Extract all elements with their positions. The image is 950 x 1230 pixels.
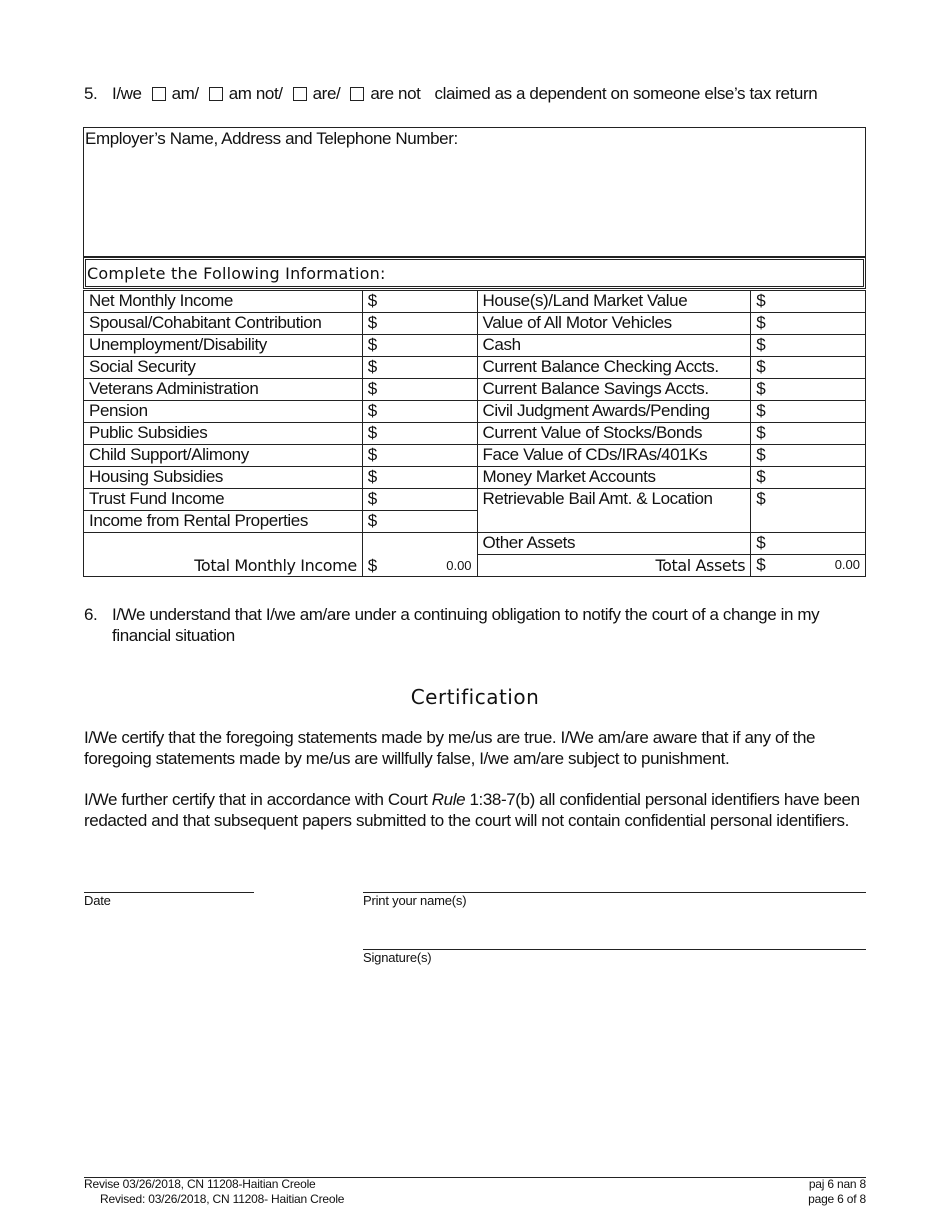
amount-wrap: [368, 291, 472, 311]
currency-symbol: $: [756, 313, 766, 332]
income-label: Social Security: [84, 357, 363, 379]
financial-table: [83, 290, 866, 577]
currency-symbol: $: [367, 556, 377, 575]
asset-label: Money Market Accounts: [477, 467, 751, 489]
amount-wrap: [756, 489, 860, 509]
income-amount-field[interactable]: [362, 511, 477, 533]
asset-amount-field[interactable]: [751, 313, 866, 335]
complete-info-header: [83, 257, 866, 289]
asset-amount-field[interactable]: [751, 489, 866, 533]
amount-wrap: [368, 489, 472, 509]
employer-info-field[interactable]: [83, 127, 866, 257]
total-income-label: Total Monthly Income: [84, 533, 363, 577]
financial-row: [84, 467, 866, 489]
amount-wrap: [756, 445, 860, 465]
currency-symbol: $: [367, 291, 377, 310]
checkbox-am-not[interactable]: [209, 87, 223, 101]
asset-label: Civil Judgment Awards/Pending: [477, 401, 751, 423]
currency-symbol: $: [367, 335, 377, 354]
amount-wrap: [368, 556, 472, 576]
asset-amount-field[interactable]: [751, 423, 866, 445]
certification-paragraph-1: I/We certify that the foregoing statements made by me/us are true. I/We am/are aware that if any of the foregoing statements made by me/us are willfully false, I/we am/are subject to punishment.: [84, 728, 816, 768]
financial-row: [84, 335, 866, 357]
amount-wrap: [368, 467, 472, 487]
dependent-question: [84, 84, 817, 104]
signature-line[interactable]: [363, 949, 866, 950]
currency-symbol: $: [756, 467, 766, 486]
asset-amount-field[interactable]: [751, 335, 866, 357]
currency-symbol: $: [367, 445, 377, 464]
footer-page-english: page 6 of 8: [808, 1192, 866, 1206]
amount-wrap: [368, 445, 472, 465]
amount-wrap: [756, 533, 860, 553]
income-label: Veterans Administration: [84, 379, 363, 401]
checkbox-am[interactable]: [152, 87, 166, 101]
currency-symbol: $: [367, 313, 377, 332]
currency-symbol: $: [367, 467, 377, 486]
income-amount-field[interactable]: [362, 291, 477, 313]
income-label: Income from Rental Properties: [84, 511, 363, 533]
amount-wrap: [756, 401, 860, 421]
amount-wrap: [756, 357, 860, 377]
income-amount-field[interactable]: [362, 445, 477, 467]
asset-label: Value of All Motor Vehicles: [477, 313, 751, 335]
total-income-field[interactable]: [362, 533, 477, 577]
currency-symbol: $: [756, 357, 766, 376]
amount-wrap: [368, 511, 472, 531]
financial-row: [84, 291, 866, 313]
income-label: Net Monthly Income: [84, 291, 363, 313]
option-am-label: am/: [171, 84, 199, 103]
amount-wrap: [756, 555, 860, 575]
income-amount-field[interactable]: [362, 489, 477, 511]
obligation-statement: [84, 604, 874, 646]
amount-wrap: [756, 423, 860, 443]
amount-wrap: [368, 379, 472, 399]
asset-label: Current Balance Checking Accts.: [477, 357, 751, 379]
income-amount-field[interactable]: [362, 313, 477, 335]
currency-symbol: $: [367, 511, 377, 530]
financial-row: [84, 445, 866, 467]
total-assets-field[interactable]: [751, 555, 866, 577]
amount-wrap: [368, 357, 472, 377]
financial-row: [84, 489, 866, 511]
currency-symbol: $: [367, 401, 377, 420]
footer-revision-creole: Revise 03/26/2018, CN 11208-Haitian Creole: [84, 1177, 316, 1191]
item-number: 6.: [84, 605, 98, 624]
currency-symbol: $: [367, 489, 377, 508]
asset-amount-field[interactable]: [751, 357, 866, 379]
currency-symbol: $: [756, 445, 766, 464]
currency-symbol: $: [367, 357, 377, 376]
option-am-not-label: am not/: [228, 84, 283, 103]
certification-title: Certification: [410, 685, 540, 709]
income-label: Trust Fund Income: [84, 489, 363, 511]
currency-symbol: $: [756, 489, 766, 508]
dependent-suffix: claimed as a dependent on someone else’s tax return: [434, 84, 818, 103]
financial-row: [84, 313, 866, 335]
income-amount-field[interactable]: [362, 379, 477, 401]
currency-symbol: $: [756, 423, 766, 442]
currency-symbol: $: [756, 379, 766, 398]
amount-wrap: [368, 401, 472, 421]
financial-row: [84, 533, 866, 555]
total-assets-label: Total Assets: [477, 555, 751, 577]
income-amount-field[interactable]: [362, 335, 477, 357]
footer-page-creole: paj 6 nan 8: [808, 1177, 866, 1191]
asset-amount-field[interactable]: [751, 533, 866, 555]
amount-wrap: [368, 423, 472, 443]
income-label: Pension: [84, 401, 363, 423]
currency-symbol: $: [367, 423, 377, 442]
amount-wrap: [756, 335, 860, 355]
financial-row: [84, 401, 866, 423]
complete-info-label: Complete the Following Information:: [87, 264, 386, 283]
income-label: Child Support/Alimony: [84, 445, 363, 467]
income-label: Housing Subsidies: [84, 467, 363, 489]
asset-amount-field[interactable]: [751, 379, 866, 401]
currency-symbol: $: [756, 291, 766, 310]
amount-wrap: [756, 313, 860, 333]
asset-label: Other Assets: [477, 533, 751, 555]
amount-wrap: [756, 379, 860, 399]
certification-paragraph-2: [84, 789, 874, 831]
currency-symbol: $: [756, 555, 766, 574]
amount-value: 0.00: [834, 557, 860, 572]
employer-label: Employer’s Name, Address and Telephone Number:: [85, 129, 458, 148]
income-label: Spousal/Cohabitant Contribution: [84, 313, 363, 335]
asset-label: Cash: [477, 335, 751, 357]
option-are-not-label: are not: [370, 84, 421, 103]
checkbox-are[interactable]: [293, 87, 307, 101]
amount-wrap: [756, 291, 860, 311]
asset-amount-field[interactable]: [751, 291, 866, 313]
date-label: Date: [84, 893, 111, 908]
amount-wrap: [368, 335, 472, 355]
currency-symbol: $: [756, 335, 766, 354]
asset-label: House(s)/Land Market Value: [477, 291, 751, 313]
subject-text: I/we: [112, 84, 142, 103]
asset-amount-field[interactable]: [751, 401, 866, 423]
obligation-text: I/We understand that I/we am/are under a continuing obligation to notify the court of a change in my financial situation: [112, 605, 820, 645]
para2-rule: Rule: [431, 790, 466, 809]
financial-row: [84, 357, 866, 379]
asset-label: Current Balance Savings Accts.: [477, 379, 751, 401]
amount-wrap: [756, 467, 860, 487]
income-amount-field[interactable]: [362, 401, 477, 423]
option-are-label: are/: [312, 84, 341, 103]
item-number: 5.: [84, 84, 98, 103]
print-name-label: Print your name(s): [363, 893, 467, 908]
income-amount-field[interactable]: [362, 357, 477, 379]
currency-symbol: $: [756, 401, 766, 420]
income-amount-field[interactable]: [362, 423, 477, 445]
financial-row: [84, 423, 866, 445]
para2-start: I/We further certify that in accordance with Court: [84, 790, 432, 809]
asset-amount-field[interactable]: [751, 445, 866, 467]
amount-value: 0.00: [446, 558, 472, 573]
checkbox-are-not[interactable]: [350, 87, 364, 101]
income-label: Unemployment/Disability: [84, 335, 363, 357]
footer-revision-english: Revised: 03/26/2018, CN 11208- Haitian Creole: [100, 1192, 345, 1206]
amount-wrap: [368, 313, 472, 333]
signature-label: Signature(s): [363, 950, 432, 965]
asset-amount-field[interactable]: [751, 467, 866, 489]
currency-symbol: $: [756, 533, 766, 552]
financial-row: [84, 379, 866, 401]
asset-label: Current Value of Stocks/Bonds: [477, 423, 751, 445]
currency-symbol: $: [367, 379, 377, 398]
income-label: Public Subsidies: [84, 423, 363, 445]
income-amount-field[interactable]: [362, 467, 477, 489]
asset-label: Face Value of CDs/IRAs/401Ks: [477, 445, 751, 467]
para2-end: 1:38-7(b) all confidential personal identifiers have been redacted and that subsequent papers submitted to the court will not contain confidential personal identifiers.: [84, 790, 860, 830]
asset-label: Retrievable Bail Amt. & Location: [477, 489, 751, 533]
